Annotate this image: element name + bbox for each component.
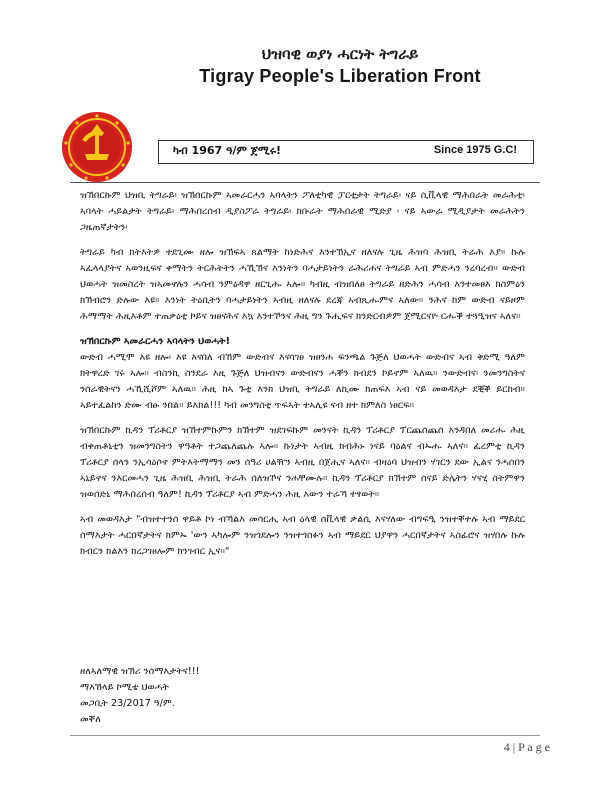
section-2-heading: ዝኽበርኩም ኣመራርሓን ኣባላትን ህወሓት! (80, 336, 231, 347)
header-divider (70, 182, 540, 183)
signoff-place: መቐለ (80, 714, 101, 725)
signoff-committee: ማእኸላይ ኮሚቴ ህወሓት (80, 682, 170, 693)
footer-divider (70, 735, 540, 736)
section-4-text: ኣብ መወዳእታ "ብዝተተንሰ ዋይቶ ኮነ ብኻልእ መሳርሒ ኣብ ዕላዊ ሰቪላዊ ቃልሲ እናሃለው ብግፍዒ ንዝተቐተሉ ኣብ ማይደር ሰማእታት ሓርበኛታትና ክምኡ 'ውን ኣካሎም ንዝጎደሎን ንዝተጎሰፉን ኣብ ማይደር ህያዋን ሓርበኛታትና ኣስፊሮና ዝሃበሉ ኩሉ ክብርን ክልእን ክረጋገፀሎም ክንገብር ኢና።" (80, 514, 525, 557)
signoff-block (80, 664, 380, 728)
paragraph-salutation: ዝኽበርኩም ህዝቢ ትግራይ፡ ዝኽበርኩም ኣመራርሓን ኣባላትን ፖለቲካዊ ፓርቲታት ትግራይ፡ ናይ ሲቪላዊ ማሕበራት መራሕቲ፡ ኣባላት ሓይልታት ትግራይ፡ ማሕበረሰብ ዲያስፖራ ትግራይ፡ ክቡራት ማሕበራዊ ሚድያ ፡ ናይ ኣውራ ሚዲያታት መራሕትን ጋዜጠኛታትን፡ (80, 190, 525, 233)
paragraph-call-to-unity: ትግራይ ካብ ክትእትዎ ተደጊሙ ዘሎ ዝኽፍኣ ጸልማት ከነድሕና እንተኽኢና ዘለናሉ ጊዜ ሕዝባ ሕዝቢ ትራሕ እያ። ኩሉ ኣፈላላያትና ኣወንዚፍና ቀማትን ትርሕትትን ሓኺኽና እንነትን ባሓታይነትን ራሕሪሐና ትግራይ ኣብ ምድሓን ንረባረብ። ውድብ ህወሓት ዝመስረት ዝኣመኖሉን ሓሳብ ንምዕዳዋ ዘርጊሑ ኣሎ። ካብዚ ብዝበለፀ ትግራይ ዘድሕን ሓሳብ እንተመፀእ ክስምዕን ክኽብሮን ድሉው እዩ። እንነት ትዕቢትን ባሓታይነትን ኣብዚ ዘለናሉ ደረጃ ኣብጺሑምና ኣለው። ንሕና ከም ውድብ ናይዞም ሕማማት ሕዚእቶም ተጠቃዕቲ ኮይና ዝፀናሕና እኳ እንተኾንና ሕዚ ግን ጉሒፍና ክንድርብዎም ጀሚርናዮ ርሑቕ ተጓዒዝና ኣለና። (80, 247, 525, 322)
page-number: 4 | P a g e (503, 740, 550, 754)
founding-date-ethiopian: ካብ 1967 ዓ/ም ጀሚሩ! (173, 144, 282, 157)
section-3-text: ዝኽበርኩም ኪዳን ፕሪቶርያ ዝኸተምኩምን ክኽተም ዝደገፍኩም መንናት ኪዳን ፕሪቶርያ ፕርጨሰጨሰ እንዳበለ መሪሑ ሕዚ ብቀጠቶኒቲን ዝመንግስትን ዋዓቶት ተጋጨለጨሉ ኣሎ። ኩነታት ኣብዚ ክብሕኑ ነናይ ባዕልና ብኡሑ ኣለና። ፈረምቲ ኪዳን ፕሪቶርያ ሰላን ንኢሳዕሶኖ ምትእትማማን መን ሰዓሪ ሀልዥን ኣብዚ በጀሒና ኣለና። ብዛዕባ ህዝብን ሃገርን ደው ኢልና ንሓሰበን ኣኒይኖና ንእርመሓን ጊዜ ሕዝቢ ሕዝቢ ትራሕ ሰለዝኾና ንሐቸሙሉ። ኪዳን ፕሪቶርያ ክኽተም ሰናይ ድሌትን ሃናሂ ስትምዋን ዝወሰድኒ ማሕበረሰብ ዓለም! ኪዳን ፕሪቶርያ ኣብ ምድሓን ሕዚ እውን ተራኻ ተፃወት። (80, 425, 525, 500)
statement-body (80, 188, 525, 569)
tplf-emblem-logo (60, 110, 134, 184)
section-2-text: ውድብ ሓሚሞ እዩ ዘሎ፡ እዩ እናበለ ብኸም ውድብና እናሳገፀ ዝፀንሐ ፍንጫል ጉጅለ ህወሓት ውድብና ኣብ ቅድሚ ዓለም ክትዋረድ ገሩ ኣሎ። ብስንኪ ስንደራ እዚ ጉጅለ ህዝብናን ውድብናን ሓቐን ክብደን ኮይኖም ኣለዉ። ንውድብና፡ ንመንግስትና ንሰራዊትናን ሓኺሺሾም ኣለዉ። ሕዚ ከኣ ጉቲ እንክ ህዝቢ ትግራይ ለኪሙ ክጠፍእ ኣብ ናይ መወዳእታ ደቒቕ ይርከብ። ኣይተፈልከን ድሙ ብፁ ንበል። ይእክል!!! ካብ መንግስቲ ጥፍኣት ተኣሊዩ ናብ ዘተ ክምለስ ነፀርፍ። (80, 352, 525, 411)
org-title-amharic: ህዝባዊ ወያነ ሓርነት ትግራይ (261, 45, 419, 63)
signoff-slogan: ዘለኣለማዊ ዝኽሪ ንሰማእታትና!!! (80, 666, 200, 677)
founding-date-gregorian: Since 1975 G.C! (433, 144, 517, 156)
org-title-english: Tigray People's Liberation Front (199, 66, 481, 86)
founding-date-box (158, 140, 534, 164)
signoff-date: መጋቢት 23/2017 ዓ/ም. (80, 698, 175, 709)
section-2 (80, 334, 525, 414)
